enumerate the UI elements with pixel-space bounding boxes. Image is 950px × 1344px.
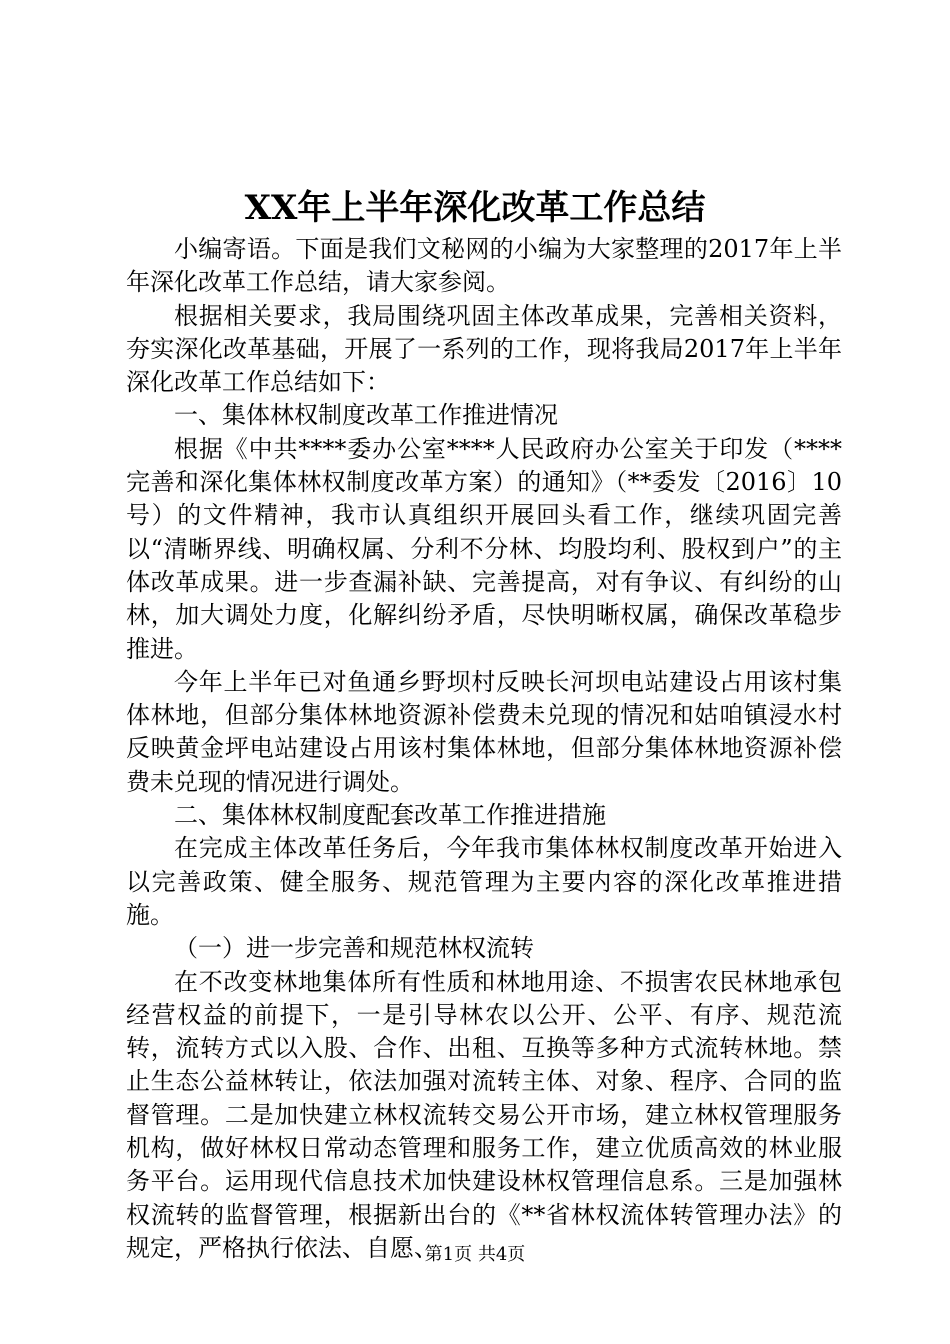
paragraph-overview: 根据相关要求，我局围绕巩固主体改革成果，完善相关资料，夯实深化改革基础，开展了一系列的工作，现将我局2017年上半年深化改革工作总结如下： — [126, 301, 842, 397]
page-number-footer: 第1页 共4页 — [424, 1244, 526, 1265]
subsection-heading-1: （一）进一步完善和规范林权流转 — [174, 934, 534, 963]
paragraph-section1-basis: 根据《中共****委办公室****人民政府办公室关于印发（****完善和深化集体林权制度改革方案）的通知》（**委发〔2016〕10号）的文件精神，我市认真组织开展回头看工作，继续巩固完善以“清晰界线、明确权属、分利不分林、均股均利、股权到户”的主体改革成果。进一步查漏补缺、完善提高，对有争议、有纠纷的山林，加大调处力度，化解纠纷矛盾，尽快明晰权属，确保改革稳步推进。 — [126, 434, 842, 663]
paragraph-intro: 小编寄语。下面是我们文秘网的小编为大家整理的2017年上半年深化改革工作总结，请大家参阅。 — [126, 235, 842, 297]
document-body — [126, 233, 842, 1265]
document-title: XX年上半年深化改革工作总结 — [244, 188, 706, 228]
paragraph-subsection1: 在不改变林地集体所有性质和林地用途、不损害农民林地承包经营权益的前提下，一是引导林农以公开、公平、有序、规范流转，流转方式以入股、合作、出租、互换等多种方式流转林地。禁止生态公益林转让，依法加强对流转主体、对象、程序、合同的监督管理。二是加快建立林权流转交易公开市场，建立林权管理服务机构，做好林权日常动态管理和服务工作，建立优质高效的林业服务平台。运用现代信息技术加快建设林权管理信息系。三是加强林权流转的监督管理，根据新出台的《**省林权流体转管理办法》的规定，严格执行依法、自愿、 — [126, 967, 842, 1262]
section-heading-1: 一、集体林权制度改革工作推进情况 — [174, 401, 558, 430]
paragraph-section2-intro: 在完成主体改革任务后，今年我市集体林权制度改革开始进入以完善政策、健全服务、规范管理为主要内容的深化改革推进措施。 — [126, 834, 842, 929]
paragraph-section1-mediation: 今年上半年已对鱼通乡野坝村反映长河坝电站建设占用该村集体林地，但部分集体林地资源补偿费未兑现的情况和姑咱镇浸水村反映黄金坪电站建设占用该村集体林地，但部分集体林地资源补偿费未兑现的情况进行调处。 — [126, 667, 842, 796]
section-heading-2: 二、集体林权制度配套改革工作推进措施 — [174, 801, 606, 830]
